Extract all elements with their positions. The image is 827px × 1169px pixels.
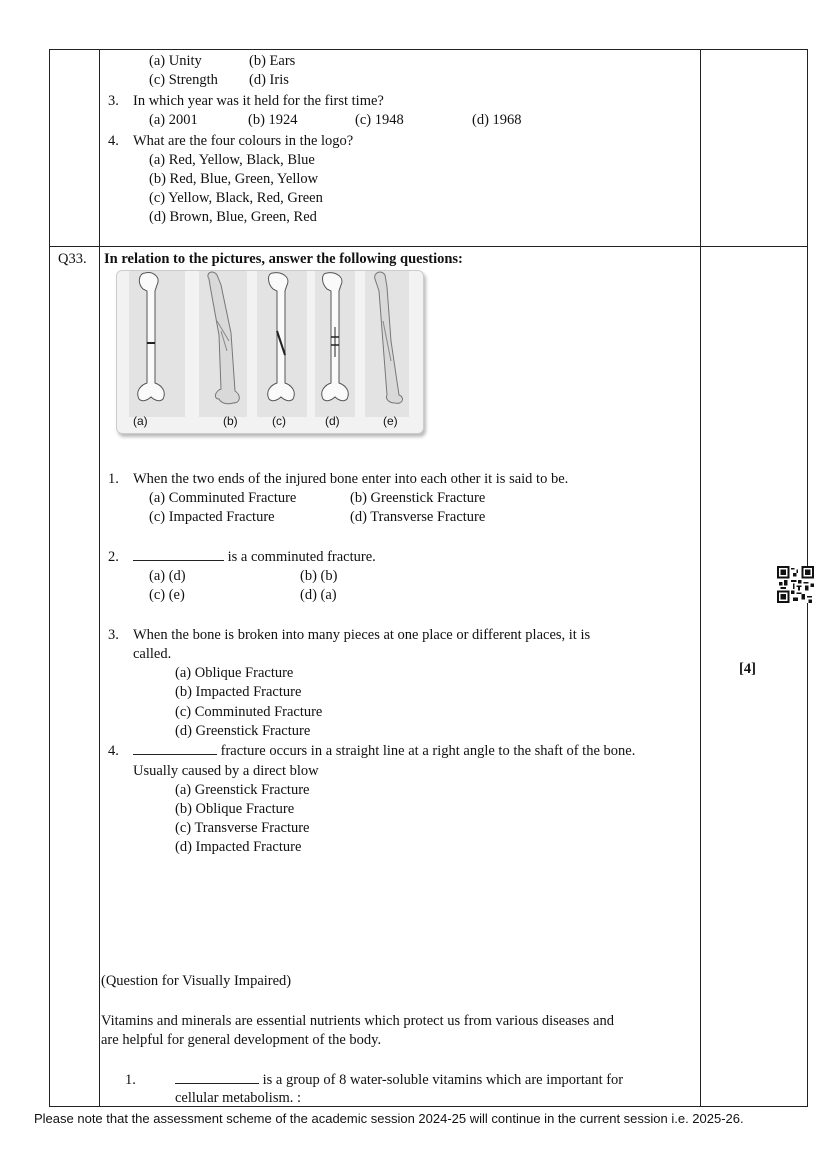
figure-label-a: (a) xyxy=(133,414,148,428)
figure-label-b: (b) xyxy=(223,414,238,428)
q33-2-option-b: (b) (b) xyxy=(300,568,338,584)
q33-4-option-b: (b) Oblique Fracture xyxy=(175,801,295,817)
row-divider xyxy=(50,246,807,247)
q33-1-option-a: (a) Comminuted Fracture xyxy=(149,490,297,506)
q33-3-option-c: (c) Comminuted Fracture xyxy=(175,704,323,720)
q33-4-line xyxy=(133,742,635,760)
figure-label-d: (d) xyxy=(325,414,340,428)
q33-1-option-d: (d) Transverse Fracture xyxy=(350,509,486,525)
q32-option-d: (d) Iris xyxy=(249,72,289,88)
q33-3-text-line2: called. xyxy=(133,646,172,662)
q33-4-option-a: (a) Greenstick Fracture xyxy=(175,782,310,798)
q33-3-option-b: (b) Impacted Fracture xyxy=(175,684,302,700)
q33-2-line xyxy=(133,548,376,566)
qr-code-icon xyxy=(777,566,814,603)
q32-4-option-b: (b) Red, Blue, Green, Yellow xyxy=(149,171,319,187)
marks: [4] xyxy=(739,661,756,677)
q33-2-option-a: (a) (d) xyxy=(149,568,186,584)
q33-1-text: When the two ends of the injured bone enter into each other it is said to be. xyxy=(133,471,569,487)
q33-4-text-line2: Usually caused by a direct blow xyxy=(133,763,319,779)
vi-q1-number: 1. xyxy=(125,1072,136,1088)
bone-fracture-figure xyxy=(116,270,424,434)
q33-1-number: 1. xyxy=(108,471,119,487)
q33-4-number: 4. xyxy=(108,743,119,759)
q33-1-option-c: (c) Impacted Fracture xyxy=(149,509,275,525)
q32-3-option-b: (b) 1924 xyxy=(248,112,298,128)
column-divider-right xyxy=(700,50,701,1106)
q32-4-number: 4. xyxy=(108,133,119,149)
q33-3-option-d: (d) Greenstick Fracture xyxy=(175,723,311,739)
q33-2-number: 2. xyxy=(108,549,119,565)
question-heading: In relation to the pictures, answer the following questions: xyxy=(104,251,463,267)
q33-4-option-d: (d) Impacted Fracture xyxy=(175,839,302,855)
q32-3-number: 3. xyxy=(108,93,119,109)
q33-2-text: is a comminuted fracture. xyxy=(224,549,376,565)
q32-option-c: (c) Strength xyxy=(149,72,218,88)
q32-4-option-d: (d) Brown, Blue, Green, Red xyxy=(149,209,317,225)
vi-q1-line xyxy=(175,1071,623,1089)
q32-3-text: In which year was it held for the first time? xyxy=(133,93,384,109)
answer-blank xyxy=(133,742,217,755)
q33-1-option-b: (b) Greenstick Fracture xyxy=(350,490,486,506)
q33-2-option-d: (d) (a) xyxy=(300,587,337,603)
vi-intro-line1: Vitamins and minerals are essential nutrients which protect us from various diseases and xyxy=(101,1013,614,1029)
vi-heading: (Question for Visually Impaired) xyxy=(101,973,292,989)
vi-q1-text-line1: is a group of 8 water-soluble vitamins which are important for xyxy=(259,1072,624,1088)
column-divider-left xyxy=(99,50,100,1106)
q32-option-a: (a) Unity xyxy=(149,53,202,69)
q32-4-option-c: (c) Yellow, Black, Red, Green xyxy=(149,190,323,206)
answer-blank xyxy=(175,1071,259,1084)
q32-4-option-a: (a) Red, Yellow, Black, Blue xyxy=(149,152,315,168)
q32-3-option-a: (a) 2001 xyxy=(149,112,198,128)
q32-4-text: What are the four colours in the logo? xyxy=(133,133,354,149)
question-number: Q33. xyxy=(58,251,87,267)
vi-intro-line2: are helpful for general development of the body. xyxy=(101,1032,382,1048)
bone-fracture-illustration xyxy=(117,271,423,433)
q33-3-option-a: (a) Oblique Fracture xyxy=(175,665,294,681)
q32-option-b: (b) Ears xyxy=(249,53,296,69)
q32-3-option-d: (d) 1968 xyxy=(472,112,522,128)
q33-4-option-c: (c) Transverse Fracture xyxy=(175,820,310,836)
q33-3-number: 3. xyxy=(108,627,119,643)
q32-3-option-c: (c) 1948 xyxy=(355,112,404,128)
figure-label-c: (c) xyxy=(272,414,286,428)
answer-blank xyxy=(133,548,224,561)
q33-2-option-c: (c) (e) xyxy=(149,587,185,603)
footer-note: Please note that the assessment scheme of the academic session 2024-25 will continue in the current session i.e. 2025-26. xyxy=(34,1111,744,1126)
vi-q1-text-line2: cellular metabolism. : xyxy=(175,1090,302,1106)
q33-4-text-line1: fracture occurs in a straight line at a right angle to the shaft of the bone. xyxy=(217,743,636,759)
figure-label-e: (e) xyxy=(383,414,398,428)
q33-3-text-line1: When the bone is broken into many pieces at one place or different places, it is xyxy=(133,627,591,643)
